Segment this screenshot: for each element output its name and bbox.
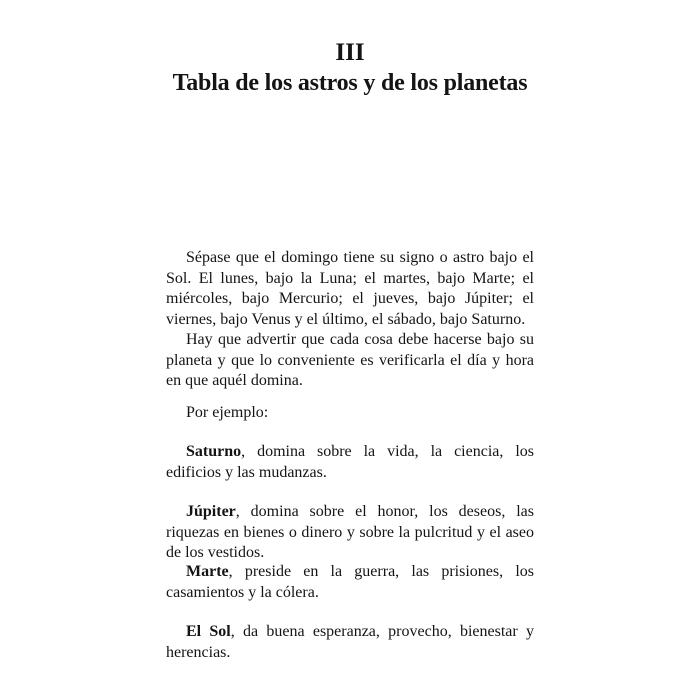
planet-description: , preside en la guerra, las prisiones, los casamientos y la cólera. [166, 563, 534, 601]
planet-entry-saturno [166, 442, 534, 483]
planet-description: , domina sobre la vida, la ciencia, los edificios y las mudanzas. [166, 443, 534, 481]
planet-name: Marte [186, 563, 229, 580]
example-label: Por ejemplo: [186, 404, 269, 421]
chapter-title: Tabla de los astros y de los planetas [172, 70, 528, 96]
planet-entry-jupiter [166, 502, 534, 564]
intro-paragraph-days: Sépase que el domingo tiene su signo o astro bajo el Sol. El lunes, bajo la Luna; el martes, bajo Marte; el miércoles, bajo Mercurio; el jueves, bajo Júpiter; el viernes, bajo Venus y el último, el sábado, bajo Saturno. [166, 249, 534, 328]
planet-entry-sol [166, 622, 534, 663]
planet-name: El Sol [186, 623, 231, 640]
planet-entry-marte [166, 562, 534, 603]
chapter-number: III [335, 39, 365, 66]
intro-section [166, 248, 534, 392]
planet-description: , domina sobre el honor, los deseos, las riquezas en bienes o dinero y sobre la pulcritud y el aseo de los vestidos. [166, 503, 534, 561]
planet-name: Saturno [186, 443, 242, 460]
example-section [166, 403, 534, 424]
intro-paragraph-advice: Hay que advertir que cada cosa debe hacerse bajo su planeta y que lo conveniente es verificarla el día y hora en que aquél domina. [166, 331, 534, 389]
planet-description: , da buena esperanza, provecho, bienestar y herencias. [166, 623, 534, 661]
planet-name: Júpiter [186, 503, 236, 520]
